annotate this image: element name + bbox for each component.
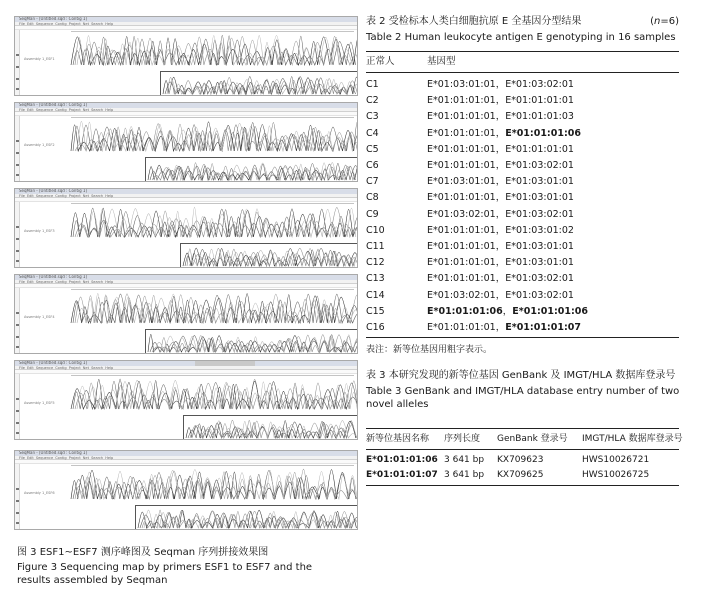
allele-separator: ， bbox=[495, 192, 506, 204]
assembly-result-box bbox=[183, 415, 357, 439]
sample-id: C1 bbox=[366, 79, 379, 90]
sample-id: C14 bbox=[366, 289, 385, 301]
table3-header-genbank: GenBank 登录号 bbox=[497, 434, 568, 444]
allele-1: E*01:01:01:01 bbox=[427, 241, 496, 252]
table3-header-allele: 新等位基因名称 bbox=[366, 434, 430, 444]
sample-id: C5 bbox=[366, 143, 379, 155]
trace-line bbox=[71, 208, 358, 237]
table3-row2-length: 3 641 bp bbox=[444, 470, 485, 480]
window-title: SeqMan - [Untitled.sqd : Contig 1] bbox=[19, 188, 88, 193]
allele-separator: ， bbox=[495, 160, 506, 171]
allele-separator: ， bbox=[495, 208, 506, 220]
table2-top-rule bbox=[366, 51, 679, 52]
table3-row1-allele: E*01:01:01:06 bbox=[366, 455, 438, 465]
menu-items: File Edit Sequence Contig Project Net Search Help bbox=[19, 366, 114, 370]
allele-separator: ， bbox=[502, 305, 513, 317]
sample-id: C10 bbox=[366, 224, 385, 236]
menu-items: File Edit Sequence Contig Project Net Search Help bbox=[19, 280, 114, 284]
genotype bbox=[427, 273, 574, 285]
genotype bbox=[427, 95, 574, 107]
assembly-result-box bbox=[135, 505, 357, 529]
allele-2: E*01:03:01:01 bbox=[505, 192, 574, 204]
assembly-result-box bbox=[180, 243, 357, 267]
window-title: SeqMan - [Untitled.sqd : Contig 1] bbox=[19, 360, 88, 365]
allele-separator: ， bbox=[495, 241, 506, 252]
allele-1: E*01:03:02:01 bbox=[427, 289, 496, 301]
sample-id: C4 bbox=[366, 127, 379, 139]
allele-2: E*01:03:01:01 bbox=[505, 241, 574, 252]
allele-separator: ， bbox=[495, 79, 506, 90]
table3-row2-imgt: HWS10026725 bbox=[582, 470, 650, 480]
allele-2: E*01:03:01:01 bbox=[505, 176, 574, 188]
table3-header-length: 序列长度 bbox=[444, 434, 481, 444]
allele-separator: ， bbox=[495, 224, 506, 236]
table3-title-en: Table 3 GenBank and IMGT/HLA database entry number of two novel alleles bbox=[366, 386, 680, 410]
table2-title-zh bbox=[366, 15, 679, 28]
assembly-result-box bbox=[160, 71, 357, 95]
trace-label: Assembly 1_ESF4 bbox=[24, 315, 55, 319]
genotype bbox=[427, 241, 574, 253]
allele-separator: ， bbox=[495, 289, 506, 301]
trace-label: Assembly 1_ESF3 bbox=[24, 229, 55, 233]
genotype bbox=[427, 144, 574, 156]
sample-id: C2 bbox=[366, 95, 379, 107]
sample-id: C15 bbox=[366, 305, 385, 317]
allele-2: E*01:01:01:01 bbox=[505, 143, 574, 155]
assembly-result-box bbox=[145, 157, 357, 181]
allele-2: E*01:01:01:01 bbox=[505, 95, 574, 107]
genotype bbox=[427, 128, 581, 140]
trace-line bbox=[73, 35, 356, 65]
table3-row1-genbank: KX709623 bbox=[497, 455, 544, 465]
sample-id: C9 bbox=[366, 208, 379, 220]
sequencing-screenshot bbox=[14, 274, 358, 354]
allele-1: E*01:01:01:01 bbox=[427, 111, 496, 123]
trace-label: Assembly 1_ESF6 bbox=[24, 491, 55, 495]
sequencing-screenshot bbox=[14, 16, 358, 96]
table3-header-imgt: IMGT/HLA 数据库登录号 bbox=[582, 434, 683, 444]
allele-1: E*01:03:02:01 bbox=[427, 208, 496, 220]
sequencing-screenshot bbox=[14, 102, 358, 182]
menu-items: File Edit Sequence Contig Project Net Search Help bbox=[19, 456, 114, 460]
genotype bbox=[427, 306, 588, 318]
genotype bbox=[427, 111, 574, 123]
allele-separator: ， bbox=[495, 273, 506, 285]
allele-1: E*01:01:01:01 bbox=[427, 224, 496, 236]
allele-2: E*01:03:02:01 bbox=[505, 289, 574, 301]
allele-separator: ， bbox=[495, 257, 506, 269]
allele-1: E*01:01:01:01 bbox=[427, 143, 496, 155]
allele-2: E*01:03:02:01 bbox=[505, 79, 574, 90]
allele-1: E*01:01:01:01 bbox=[427, 192, 496, 204]
menu-items: File Edit Sequence Contig Project Net Search Help bbox=[19, 108, 114, 112]
allele-1: E*01:01:01:01 bbox=[427, 322, 496, 333]
table2-title-en: Table 2 Human leukocyte antigen E genotyping in 16 samples bbox=[366, 32, 676, 43]
sample-id: C8 bbox=[366, 192, 379, 204]
trace-line bbox=[71, 470, 357, 499]
table2-header-rule bbox=[366, 72, 679, 73]
sample-id: C13 bbox=[366, 273, 385, 285]
allele-1: E*01:01:01:01 bbox=[427, 127, 496, 139]
allele-separator: ， bbox=[495, 111, 506, 123]
sample-id: C7 bbox=[366, 176, 379, 188]
allele-1: E*01:03:01:01 bbox=[427, 176, 496, 188]
window-title: SeqMan - [Untitled.sqd : Contig 1] bbox=[19, 274, 88, 279]
menu-items: File Edit Sequence Contig Project Net Search Help bbox=[19, 22, 114, 26]
figure-caption-zh: 图 3 ESF1~ESF7 测序峰图及 Seqman 序列拼接效果图 bbox=[17, 547, 269, 558]
trace-label: Assembly 1_ESF5 bbox=[24, 401, 55, 405]
table3-row2-allele: E*01:01:01:07 bbox=[366, 470, 438, 480]
allele-separator: ， bbox=[495, 322, 506, 333]
sequencing-screenshot bbox=[14, 450, 358, 530]
sequencing-screenshot bbox=[14, 360, 358, 440]
genotype bbox=[427, 192, 574, 204]
allele-2: E*01:03:01:02 bbox=[505, 224, 574, 236]
sample-id: C12 bbox=[366, 257, 385, 269]
allele-2: E*01:01:01:06 bbox=[512, 305, 589, 317]
allele-1: E*01:01:01:06 bbox=[427, 305, 503, 317]
allele-2: E*01:03:02:01 bbox=[505, 160, 574, 171]
sample-id: C11 bbox=[366, 241, 385, 252]
window-title: SeqMan - [Untitled.sqd : Contig 1] bbox=[19, 450, 88, 455]
allele-1: E*01:03:01:01 bbox=[427, 79, 496, 90]
table3-bottom-rule bbox=[366, 485, 679, 486]
genotype bbox=[427, 257, 574, 269]
allele-1: E*01:01:01:01 bbox=[427, 95, 496, 107]
allele-separator: ， bbox=[495, 176, 506, 188]
table3-row1-imgt: HWS10026721 bbox=[582, 455, 650, 465]
genotype bbox=[427, 79, 574, 91]
window-title: SeqMan - [Untitled.sqd : Contig 1] bbox=[19, 16, 88, 21]
allele-separator: ， bbox=[495, 127, 506, 139]
allele-separator: ， bbox=[495, 95, 506, 107]
genotype bbox=[427, 225, 574, 237]
allele-2: E*01:01:01:03 bbox=[505, 111, 574, 123]
table3-row1-length: 3 641 bp bbox=[444, 455, 485, 465]
allele-2: E*01:03:02:01 bbox=[505, 208, 574, 220]
table2-header-genotype: 基因型 bbox=[427, 56, 456, 67]
allele-1: E*01:01:01:01 bbox=[427, 160, 496, 171]
table2-header-sample: 正常人 bbox=[366, 56, 395, 67]
menu-items: File Edit Sequence Contig Project Net Search Help bbox=[19, 194, 114, 198]
allele-2: E*01:01:01:06 bbox=[505, 127, 581, 139]
sample-id: C16 bbox=[366, 322, 385, 333]
allele-2: E*01:01:01:07 bbox=[505, 322, 581, 333]
trace-label: Assembly 1_ESF2 bbox=[24, 143, 55, 147]
table2-note: 表注：新等位基因用粗字表示。 bbox=[366, 345, 493, 355]
trace-label: Assembly 1_ESF1 bbox=[24, 57, 55, 61]
sample-id: C3 bbox=[366, 111, 379, 123]
table3-top-rule bbox=[366, 428, 679, 429]
allele-1: E*01:01:01:01 bbox=[427, 273, 496, 285]
allele-2: E*01:03:02:01 bbox=[505, 273, 574, 285]
genotype bbox=[427, 176, 574, 188]
table2-title-zh-text: 表 2 受检标本人类白细胞抗原 E 全基因分型结果 bbox=[366, 16, 582, 27]
table3-row2-genbank: KX709625 bbox=[497, 470, 544, 480]
genotype bbox=[427, 322, 581, 334]
genotype bbox=[427, 209, 574, 221]
window-title: SeqMan - [Untitled.sqd : Contig 1] bbox=[19, 102, 88, 107]
table2-sample-size: (n=6) bbox=[650, 16, 679, 27]
allele-separator: ， bbox=[495, 143, 506, 155]
table3-header-rule bbox=[366, 449, 679, 450]
figure-caption-en: Figure 3 Sequencing map by primers ESF1 to ESF7 and the results assembled by Seqman bbox=[17, 562, 313, 586]
sample-id: C6 bbox=[366, 160, 379, 171]
sequencing-screenshot bbox=[14, 188, 358, 268]
allele-2: E*01:03:01:01 bbox=[505, 257, 574, 269]
table3-title-zh: 表 3 本研究发现的新等位基因 GenBank 及 IMGT/HLA 数据库登录号 bbox=[366, 370, 676, 381]
allele-1: E*01:01:01:01 bbox=[427, 257, 496, 269]
assembly-result-box bbox=[145, 329, 357, 353]
genotype bbox=[427, 290, 574, 302]
table2-bottom-rule bbox=[366, 337, 679, 338]
genotype bbox=[427, 160, 574, 172]
